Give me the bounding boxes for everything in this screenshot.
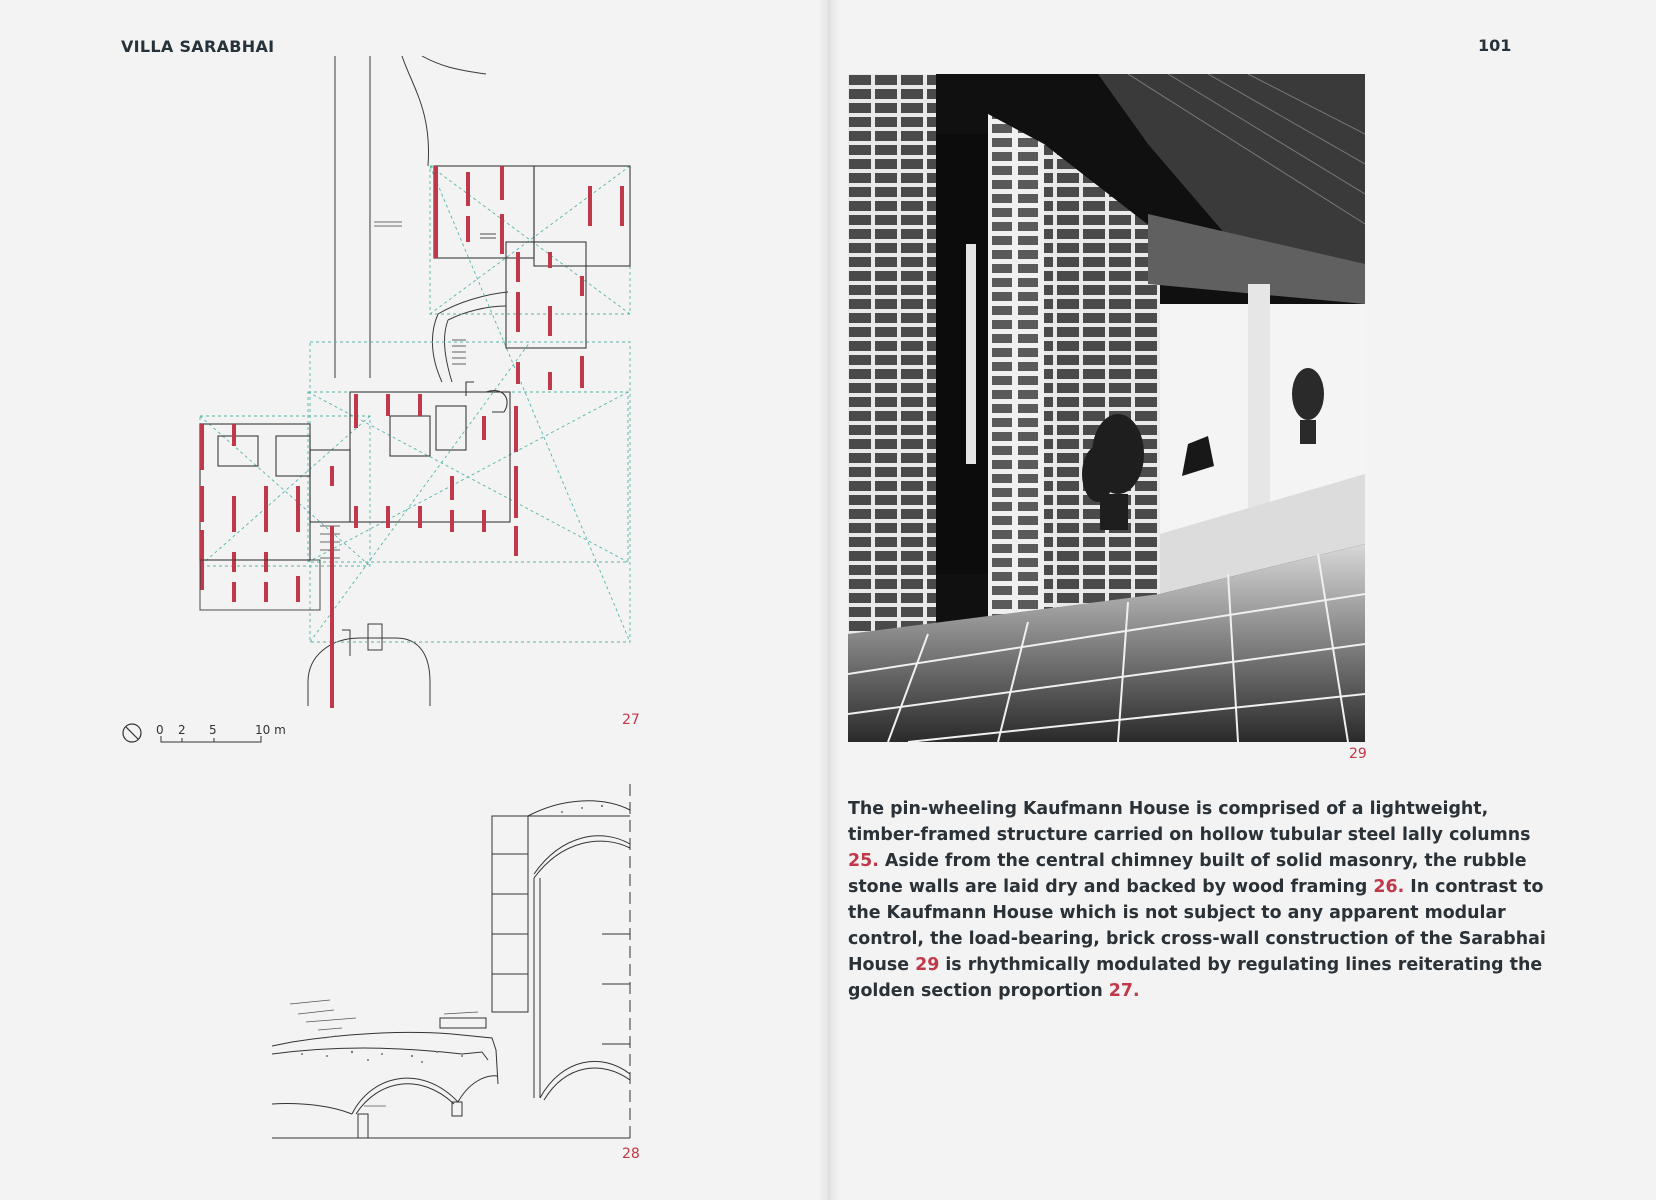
figure-reference-29: 29	[915, 955, 940, 975]
body-text-3: In contrast to the Kaufmann House which is not subject to any apparent modular control, the load-bearing, brick cross-wall construction of the Sarabhai House	[848, 877, 1546, 975]
figure-number-29: 29	[1349, 746, 1367, 762]
scale-label-2: 2	[178, 723, 186, 737]
interior-photograph	[848, 74, 1365, 742]
figure-reference-26: 26.	[1373, 877, 1405, 897]
figure-reference-27: 27.	[1108, 981, 1140, 1001]
figure-number-28: 28	[622, 1146, 640, 1162]
body-paragraph	[848, 796, 1548, 1004]
figure-reference-25: 25.	[848, 851, 879, 871]
scale-label-5: 5	[209, 723, 217, 737]
body-text-2: Aside from the central chimney built of solid masonry, the rubble stone walls are laid dry and backed by wood framing	[848, 851, 1527, 897]
page-gutter	[818, 0, 840, 1200]
scale-label-0: 0	[156, 723, 164, 737]
section-drawing	[272, 784, 644, 1144]
running-head: VILLA SARABHAI	[121, 37, 275, 56]
floor-plan-drawing	[190, 56, 660, 716]
page-number: 101	[1478, 36, 1512, 55]
figure-number-27: 27	[622, 712, 640, 728]
body-text-1: The pin-wheeling Kaufmann House is comprised of a lightweight, timber-framed structure carried on hollow tubular steel lally columns	[848, 799, 1531, 845]
body-text-4: is rhythmically modulated by regulating lines reiterating the golden section proportion	[848, 955, 1543, 1001]
scale-label-10m: 10 m	[255, 723, 286, 737]
